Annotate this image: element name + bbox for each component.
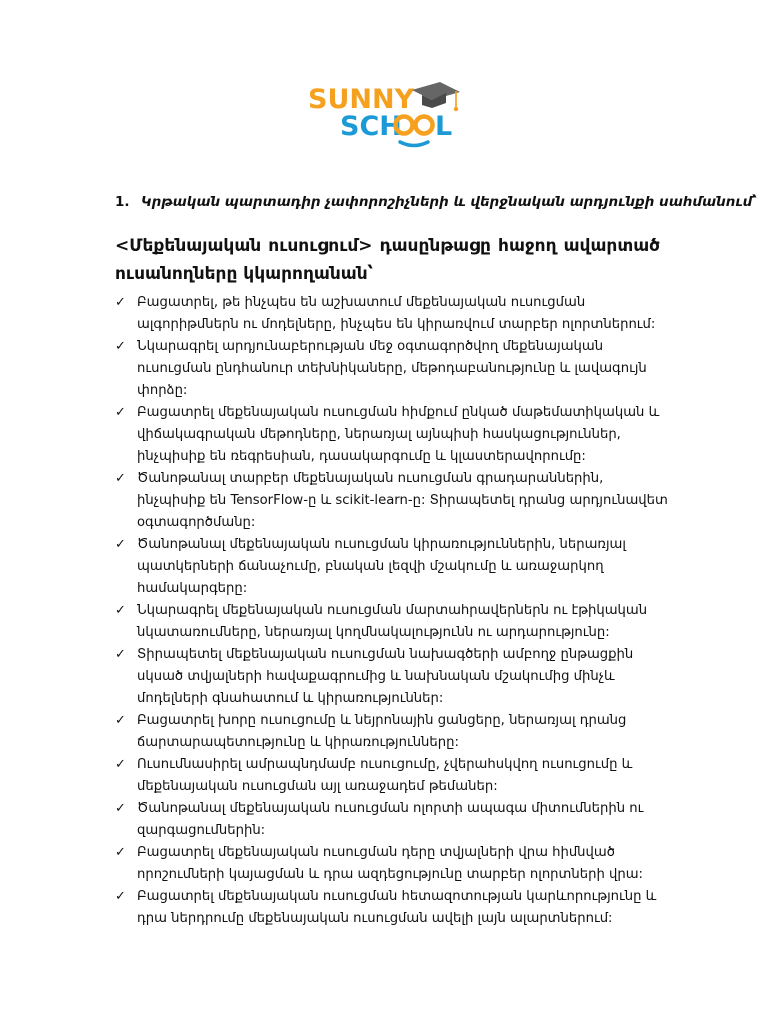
list-item-text: Ծանոթանալ մեքենայական ուսուցման ոլորտի ապագա միտումներին ու զարգացումներին: bbox=[137, 801, 644, 838]
list-item-text: Բացատրել, թե ինչպես են աշխատում մեքենայական ուսուցման ալգորիթմներն ու մոդելները, ինչպես են կիրառվում տարբեր ոլորտներում: bbox=[137, 295, 656, 332]
list-item-text: Ծանոթանալ մեքենայական ուսուցման կիրառություններին, ներառյալ պատկերների ճանաչումը, բնական լեզվի մշակումը և առաջարկող համակարգերը: bbox=[137, 537, 626, 596]
checkmark-icon: ✓ bbox=[115, 801, 126, 816]
list-item bbox=[115, 292, 670, 336]
checkmark-icon: ✓ bbox=[115, 757, 126, 772]
checkmark-icon: ✓ bbox=[115, 713, 126, 728]
intro-heading-line1 bbox=[115, 232, 660, 260]
list-item bbox=[115, 534, 670, 600]
checkmark-icon: ✓ bbox=[115, 537, 126, 552]
list-item-text: Բացատրել խորը ուսուցումը և նեյրոնային ցանցերը, ներառյալ դրանց ճարտարապետությունը և կիրառությունները: bbox=[137, 713, 627, 750]
list-item bbox=[115, 798, 670, 842]
checkmark-icon: ✓ bbox=[115, 471, 126, 486]
checkmark-icon: ✓ bbox=[115, 405, 126, 420]
list-item-text: Բացատրել մեքենայական ուսուցման հետազոտության կարևորությունը և դրա ներդրումը մեքենայական ուսուցման ավելի լայն ալարտներում: bbox=[137, 889, 657, 926]
list-item bbox=[115, 336, 670, 402]
logo-text-l: L bbox=[435, 111, 453, 142]
section-heading bbox=[115, 194, 757, 210]
section-number: 1. bbox=[115, 194, 130, 210]
checkmark-icon: ✓ bbox=[115, 339, 126, 354]
checkmark-icon: ✓ bbox=[115, 889, 126, 904]
checkmark-icon: ✓ bbox=[115, 845, 126, 860]
list-item bbox=[115, 402, 670, 468]
intro-word: դասընթացը bbox=[379, 236, 491, 256]
section-title: Կրթական պարտադիր չափորոշիչների և վերջնական արդյունքի սահմանում՝ bbox=[141, 194, 757, 210]
checkmark-icon: ✓ bbox=[115, 295, 126, 310]
list-item bbox=[115, 842, 670, 886]
list-item-text: Ծանոթանալ տարբեր մեքենայական ուսուցման գրադարաններին, ինչպիսիք են TensorFlow-ը և scikit-learn-ը: Տիրապետել դրանց արդյունավետ օգտագործմանը: bbox=[137, 471, 668, 530]
intro-word: ավարտած bbox=[563, 236, 660, 256]
learning-outcomes-list bbox=[115, 292, 670, 930]
sunny-school-logo bbox=[300, 78, 470, 150]
logo-graphic bbox=[300, 78, 470, 150]
intro-heading-line2: ուսանողները կկարողանան՝ bbox=[115, 264, 373, 284]
intro-word: <Մեքենայական bbox=[115, 236, 262, 256]
list-item-text: Բացատրել մեքենայական ուսուցման դերը տվյալների վրա հիմնված որոշումների կայացման և դրա ազդեցությունը տարբեր ոլորտների վրա: bbox=[137, 845, 643, 882]
checkmark-icon: ✓ bbox=[115, 603, 126, 618]
intro-word: ուսուցում> bbox=[268, 236, 373, 256]
list-item-text: Ուսումնասիրել ամրապնդմամբ ուսուցումը, չվերահսկվող ուսուցումը և մեքենայական ուսուցման այլ առաջադեմ թեմաներ: bbox=[137, 757, 633, 794]
logo-text-school: SCH bbox=[340, 111, 402, 142]
list-item bbox=[115, 468, 670, 534]
list-item bbox=[115, 600, 670, 644]
outcomes-intro-heading bbox=[115, 232, 660, 288]
intro-word: հաջող bbox=[498, 236, 557, 256]
list-item bbox=[115, 886, 670, 930]
list-item bbox=[115, 644, 670, 710]
list-item-text: Բացատրել մեքենայական ուսուցման հիմքում ընկած մաթեմատիկական և վիճակագրական մեթոդները, ներառյալ այնպիսի հասկացություններ, ինչպիսիք են ռեգրեսիան, դասակարգումը և կլաստերավորումը: bbox=[137, 405, 660, 464]
list-item-text: Նկարագրել մեքենայական ուսուցման մարտահրավերներն ու էթիկական նկատառումները, ներառյալ կողմնակալությունն ու արդարությունը: bbox=[137, 603, 648, 640]
checkmark-icon: ✓ bbox=[115, 647, 126, 662]
graduation-cap-icon bbox=[412, 82, 460, 111]
list-item bbox=[115, 754, 670, 798]
list-item-text: Տիրապետել մեքենայական ուսուցման նախագծերի ամբողջ ընթացքին սկսած տվյալների հավաքագրումից և նախնական մշակումից մինչև մոդելների գնահատում և կիրառություններ: bbox=[137, 647, 634, 706]
list-item bbox=[115, 710, 670, 754]
logo-text-sunny: SUNNY bbox=[308, 84, 415, 115]
list-item-text: Նկարագրել արդյունաբերության մեջ օգտագործվող մեքենայական ուսուցման ընդհանուր տեխնիկաները, մեթոդաբանությունը և լավագույն փորձը: bbox=[137, 339, 647, 398]
